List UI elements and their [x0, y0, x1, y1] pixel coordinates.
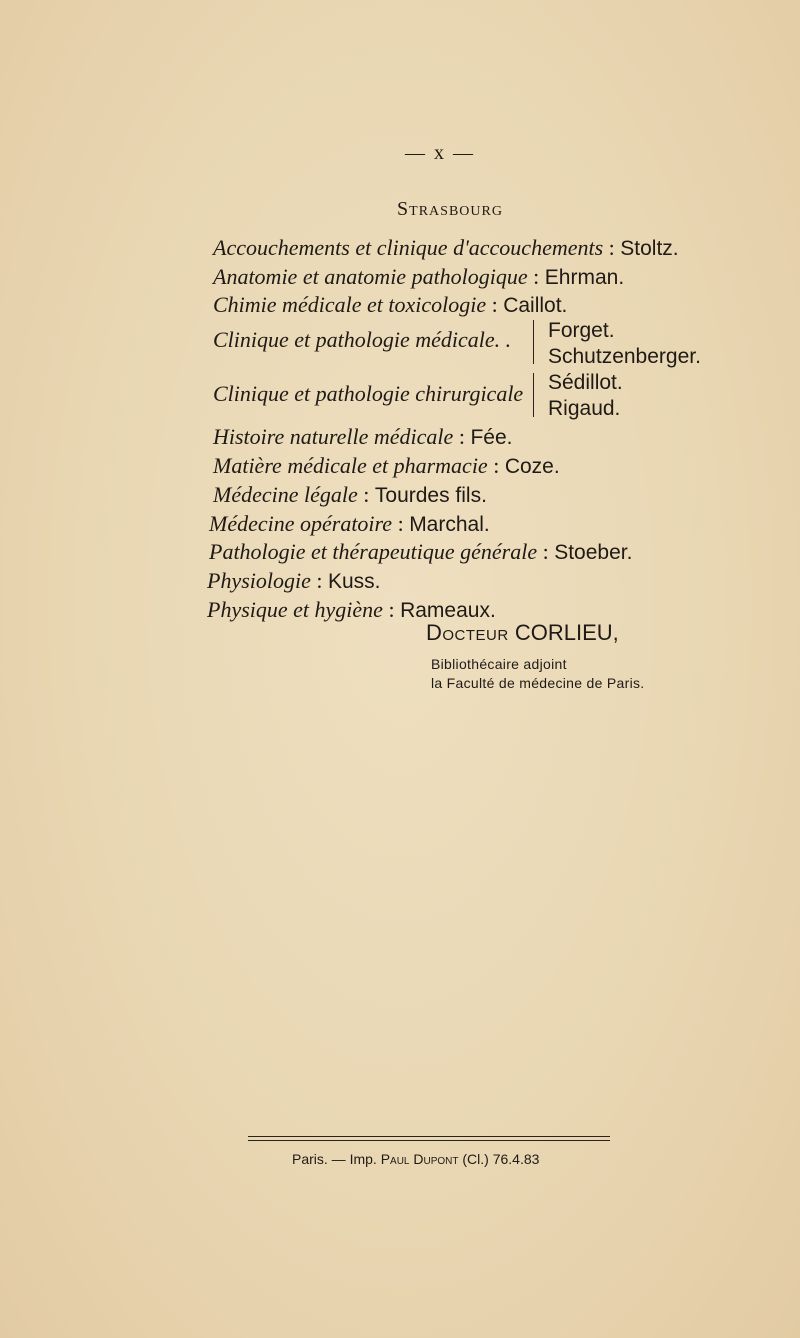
entry-professor: Tourdes fils. [374, 484, 487, 507]
entry-subject: Clinique et pathologie médicale. . [213, 327, 512, 352]
signature-name: CORLIEU, [514, 620, 619, 645]
signature-affiliation: la Faculté de médecine de Paris. [431, 675, 645, 691]
entry-professor: Forget. [548, 319, 615, 342]
entry-professor: Fée. [470, 426, 513, 449]
entry-professor: Rameaux. [400, 599, 496, 622]
entry-professor: Stoltz. [620, 237, 679, 260]
entry-separator: : [537, 539, 555, 564]
faculty-entry [209, 510, 490, 539]
entry-separator: : [486, 292, 504, 317]
faculty-entry [213, 263, 624, 292]
entry-professor: Coze. [504, 455, 560, 478]
entry-separator: : [453, 424, 471, 449]
imprint-prefix: Paris. — Imp. [292, 1151, 377, 1167]
entry-separator: : [382, 597, 401, 622]
section-heading-city: Strasbourg [397, 198, 503, 220]
imprint-suffix: (Cl.) 76.4.83 [462, 1151, 540, 1167]
entry-professor-list [548, 370, 623, 422]
imprint-rule-top [248, 1136, 610, 1137]
entry-professor: Rigaud. [548, 397, 621, 420]
signature-role: Bibliothécaire adjoint [431, 656, 567, 672]
entry-professor: Sédillot. [548, 371, 623, 394]
brace-mark [533, 373, 542, 417]
entry-subject: Anatomie et anatomie pathologique [213, 264, 528, 289]
page-folio: — x — [405, 142, 475, 164]
entry-subject: Accouchements et clinique d'accouchements [213, 235, 604, 260]
entry-separator: : [487, 453, 505, 478]
entry-professor-list [548, 318, 701, 370]
entry-separator: : [357, 482, 375, 507]
entry-professor: Marchal. [409, 513, 490, 536]
entry-professor: Ehrman. [544, 266, 625, 289]
signature-block [426, 620, 619, 646]
faculty-entry-multi [213, 327, 511, 353]
entry-subject: Histoire naturelle médicale [213, 424, 454, 449]
imprint-printer: Paul Dupont [380, 1151, 459, 1167]
entry-subject: Médecine opératoire [209, 511, 393, 536]
entry-separator: : [527, 264, 545, 289]
printer-imprint [292, 1151, 539, 1167]
signature-title: Docteur [426, 620, 509, 645]
faculty-entry [207, 567, 381, 596]
faculty-entry [213, 452, 560, 481]
entry-professor: Caillot. [503, 294, 568, 317]
brace-mark [533, 320, 542, 364]
entry-professor: Schutzenberger. [548, 345, 701, 368]
entry-subject: Physique et hygiène [207, 597, 383, 622]
entry-subject: Chimie médicale et toxicologie [213, 292, 487, 317]
entry-professor: Kuss. [328, 570, 381, 593]
faculty-entry [213, 234, 679, 263]
entry-subject: Physiologie [207, 568, 311, 593]
entry-subject: Matière médicale et pharmacie [213, 453, 488, 478]
faculty-entry [213, 481, 487, 510]
entry-subject: Médecine légale [213, 482, 358, 507]
imprint-rule-bottom [248, 1140, 610, 1141]
entry-separator: : [392, 511, 410, 536]
entry-subject: Clinique et pathologie chirurgicale [213, 381, 524, 406]
faculty-entry [209, 538, 632, 567]
faculty-entry [213, 291, 567, 320]
entry-subject: Pathologie et thérapeutique générale [209, 539, 538, 564]
entry-separator: : [310, 568, 328, 593]
entry-separator: : [603, 235, 621, 260]
faculty-entry [213, 423, 512, 452]
entry-professor: Stoeber. [554, 541, 633, 564]
faculty-entry-multi [213, 381, 523, 407]
